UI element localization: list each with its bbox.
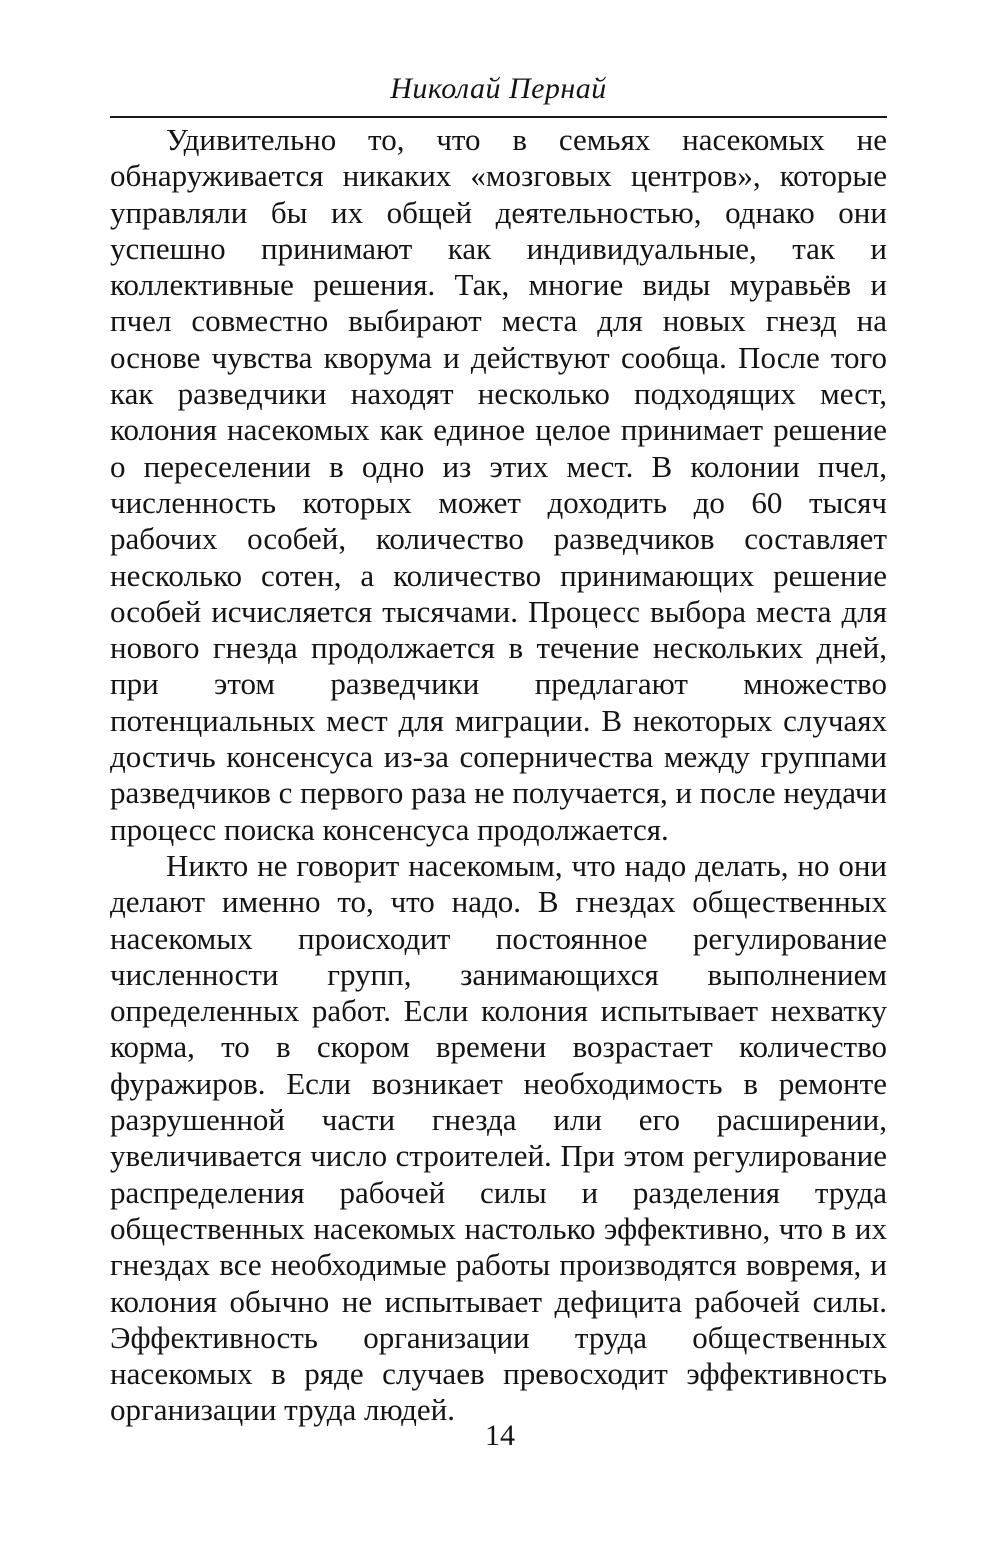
body-text	[110, 122, 887, 1429]
page-number: 14	[485, 1419, 515, 1452]
paragraph: Никто не говорит насекомым, что надо делать, но они делают именно то, что надо. В гнездах общественных насекомых происходит постоянное регулирование численности групп, занимающихся выполнением определенных работ. Если колония испытывает нехватку корма, то в скором времени возрастает количество фуражиров. Если возникает необходимость в ремонте разрушенной части гнезда или его расширении, увеличивается число строителей. При этом регулирование распределения рабочей силы и разделения труда общественных насекомых настолько эффективно, что в их гнездах все необходимые работы производятся вовремя, и колония обычно не испытывает дефицита рабочей силы. Эффективность организации труда общественных насекомых в ряде случаев превосходит эффективность организации труда людей.	[110, 847, 887, 1428]
header-rule	[110, 116, 887, 118]
book-page	[110, 70, 887, 1429]
paragraph: Удивительно то, что в семьях насекомых не обнаруживается никаких «мозговых центров», которые управляли бы их общей деятельностью, однако они успешно принимают как индивидуальные, так и коллективные решения. Так, многие виды муравьёв и пчел совместно выбирают места для новых гнезд на основе чувства кворума и действуют сообща. После того как разведчики находят несколько подходящих мест, колония насекомых как единое целое принимает решение о переселении в одно из этих мест. В колонии пчел, численность которых может доходить до 60 тысяч рабочих особей, количество разведчиков составляет несколько сотен, а количество принимающих решение особей исчисляется тысячами. Процесс выбора места для нового гнезда продолжается в течение нескольких дней, при этом разведчики предлагают множество потенциальных мест для миграции. В некоторых случаях достичь консенсуса из-за соперничества между группами разведчиков с первого раза не получается, и после неудачи процесс поиска консенсуса продолжается.	[110, 122, 887, 847]
running-title: Николай Пернай	[390, 72, 607, 105]
